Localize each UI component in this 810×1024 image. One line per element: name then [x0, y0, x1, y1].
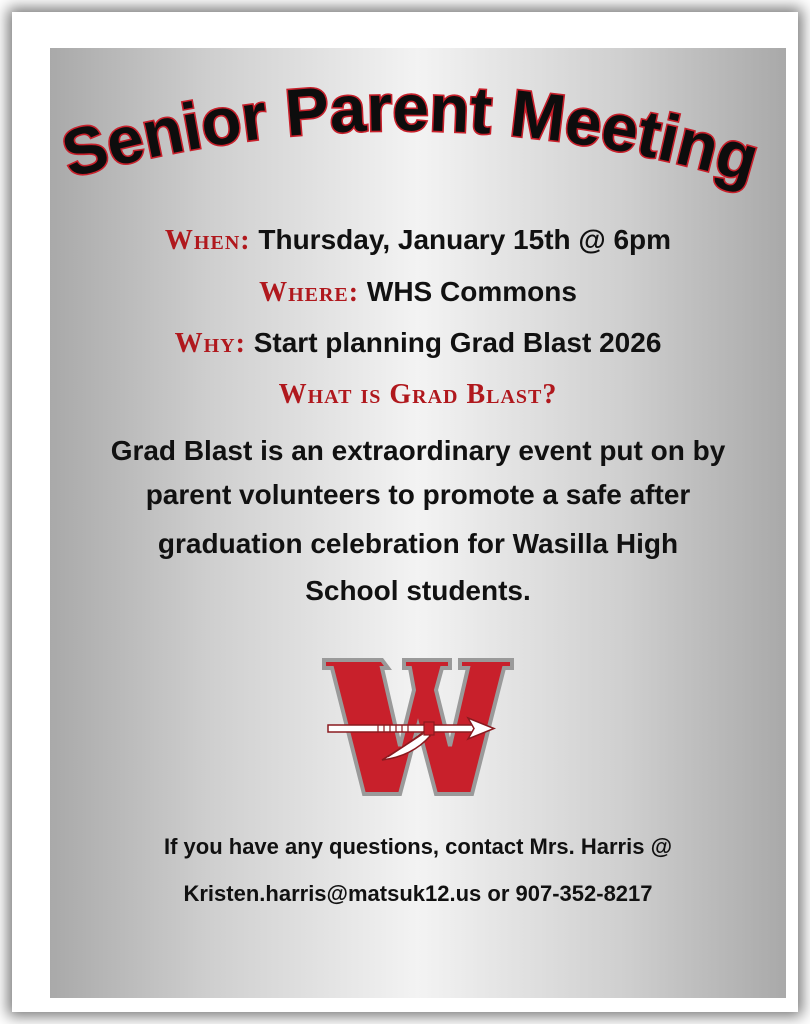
wasilla-warriors-w-spear-logo: [318, 654, 518, 804]
when-label: When:: [164, 225, 251, 256]
contact-line-1: If you have any questions, contact Mrs. Harris @: [163, 834, 673, 859]
spear-shaft-icon: [328, 725, 478, 732]
page-title-text: [54, 70, 766, 196]
why-label: Why:: [174, 328, 246, 359]
page-title-path: Senior Parent Meeting: [54, 70, 768, 197]
description-line-1: Grad Blast is an extraordinary event put on by: [110, 435, 726, 466]
when-value: Thursday, January 15th @ 6pm: [258, 224, 672, 255]
contact-line-2: Kristen.harris@matsuk12.us or 907-352-8217: [183, 881, 653, 906]
why-value: Start planning Grad Blast 2026: [253, 327, 662, 358]
where-label: Where:: [259, 277, 360, 308]
when-line: [50, 224, 786, 257]
where-line: [50, 276, 786, 309]
description-line-4: School students.: [305, 575, 531, 606]
description-line-3: graduation celebration for Wasilla High: [157, 528, 679, 559]
where-value: WHS Commons: [366, 276, 577, 307]
flyer-frame: [12, 12, 798, 1012]
flyer: [50, 48, 786, 998]
why-line: [50, 327, 786, 360]
what-heading: What is Grad Blast?: [278, 379, 558, 410]
description-line-2: parent volunteers to promote a safe after: [145, 479, 691, 510]
what-heading-line: [50, 378, 786, 411]
spear-wrap-icon: [424, 722, 434, 735]
